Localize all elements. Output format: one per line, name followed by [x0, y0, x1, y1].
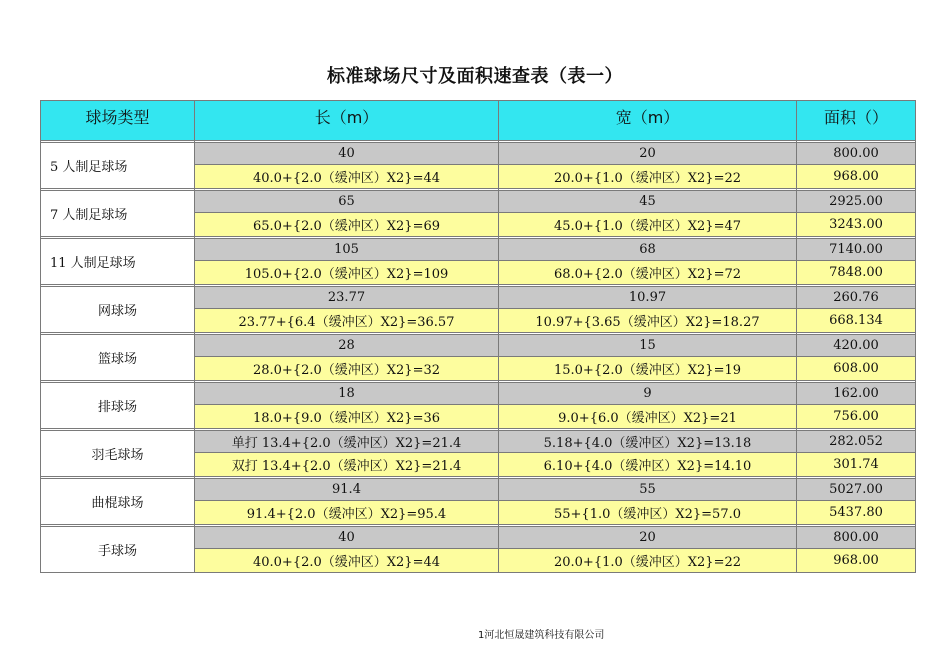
area-value-cell: 260.76 — [797, 287, 916, 309]
area-buffer-cell: 301.74 — [797, 453, 916, 477]
header-court-type: 球场类型 — [41, 101, 195, 141]
table-row — [41, 191, 916, 213]
length-buffer-cell: 40.0+{2.0（缓冲区）X2}=44 — [195, 549, 499, 573]
table-row — [41, 335, 916, 357]
area-value-cell: 420.00 — [797, 335, 916, 357]
width-value-cell: 9 — [499, 383, 797, 405]
width-value-cell: 5.18+{4.0（缓冲区）X2}=13.18 — [499, 431, 797, 453]
table-row — [41, 287, 916, 309]
length-value-cell: 单打 13.4+{2.0（缓冲区）X2}=21.4 — [195, 431, 499, 453]
width-value-cell: 20 — [499, 143, 797, 165]
area-buffer-cell: 756.00 — [797, 405, 916, 429]
width-buffer-cell: 10.97+{3.65（缓冲区）X2}=18.27 — [499, 309, 797, 333]
length-value-cell: 23.77 — [195, 287, 499, 309]
area-buffer-cell: 668.134 — [797, 309, 916, 333]
length-buffer-cell: 40.0+{2.0（缓冲区）X2}=44 — [195, 165, 499, 189]
length-value-cell: 18 — [195, 383, 499, 405]
width-value-cell: 10.97 — [499, 287, 797, 309]
width-buffer-cell: 55+{1.0（缓冲区）X2}=57.0 — [499, 501, 797, 525]
area-buffer-cell: 968.00 — [797, 549, 916, 573]
header-area: 面积（） — [797, 101, 916, 141]
table-row — [41, 383, 916, 405]
court-type-cell: 曲棍球场 — [41, 479, 195, 525]
court-type-cell: 排球场 — [41, 383, 195, 429]
area-buffer-cell: 5437.80 — [797, 501, 916, 525]
header-length: 长（m） — [195, 101, 499, 141]
court-type-cell: 篮球场 — [41, 335, 195, 381]
length-buffer-cell: 23.77+{6.4（缓冲区）X2}=36.57 — [195, 309, 499, 333]
length-value-cell: 40 — [195, 527, 499, 549]
area-value-cell: 5027.00 — [797, 479, 916, 501]
width-buffer-cell: 68.0+{2.0（缓冲区）X2}=72 — [499, 261, 797, 285]
length-buffer-cell: 18.0+{9.0（缓冲区）X2}=36 — [195, 405, 499, 429]
area-value-cell: 162.00 — [797, 383, 916, 405]
length-buffer-cell: 65.0+{2.0（缓冲区）X2}=69 — [195, 213, 499, 237]
area-buffer-cell: 3243.00 — [797, 213, 916, 237]
width-buffer-cell: 45.0+{1.0（缓冲区）X2}=47 — [499, 213, 797, 237]
table-header-row — [41, 101, 916, 141]
area-buffer-cell: 608.00 — [797, 357, 916, 381]
page-title: 标准球场尺寸及面积速查表（表一） — [327, 66, 623, 87]
length-value-cell: 91.4 — [195, 479, 499, 501]
length-value-cell: 65 — [195, 191, 499, 213]
area-buffer-cell: 7848.00 — [797, 261, 916, 285]
width-value-cell: 68 — [499, 239, 797, 261]
length-value-cell: 105 — [195, 239, 499, 261]
width-value-cell: 55 — [499, 479, 797, 501]
court-type-cell: 手球场 — [41, 527, 195, 573]
length-value-cell: 28 — [195, 335, 499, 357]
court-size-table — [40, 100, 916, 573]
width-value-cell: 20 — [499, 527, 797, 549]
width-buffer-cell: 9.0+{6.0（缓冲区）X2}=21 — [499, 405, 797, 429]
width-value-cell: 45 — [499, 191, 797, 213]
court-type-cell: 羽毛球场 — [41, 431, 195, 477]
court-type-cell: 7 人制足球场 — [41, 191, 195, 237]
table-row — [41, 143, 916, 165]
table-row — [41, 431, 916, 453]
width-buffer-cell: 6.10+{4.0（缓冲区）X2}=14.10 — [499, 453, 797, 477]
area-buffer-cell: 968.00 — [797, 165, 916, 189]
length-value-cell: 40 — [195, 143, 499, 165]
court-type-cell: 5 人制足球场 — [41, 143, 195, 189]
area-value-cell: 282.052 — [797, 431, 916, 453]
width-value-cell: 15 — [499, 335, 797, 357]
area-value-cell: 7140.00 — [797, 239, 916, 261]
area-value-cell: 800.00 — [797, 143, 916, 165]
width-buffer-cell: 20.0+{1.0（缓冲区）X2}=22 — [499, 165, 797, 189]
table-body — [41, 141, 916, 573]
court-type-cell: 网球场 — [41, 287, 195, 333]
length-buffer-cell: 双打 13.4+{2.0（缓冲区）X2}=21.4 — [195, 453, 499, 477]
width-buffer-cell: 15.0+{2.0（缓冲区）X2}=19 — [499, 357, 797, 381]
footer-company: 1河北恒晟建筑科技有限公司 — [478, 630, 605, 641]
area-value-cell: 800.00 — [797, 527, 916, 549]
court-type-cell: 11 人制足球场 — [41, 239, 195, 285]
header-width: 宽（m） — [499, 101, 797, 141]
table-row — [41, 527, 916, 549]
area-value-cell: 2925.00 — [797, 191, 916, 213]
table-row — [41, 479, 916, 501]
length-buffer-cell: 105.0+{2.0（缓冲区）X2}=109 — [195, 261, 499, 285]
width-buffer-cell: 20.0+{1.0（缓冲区）X2}=22 — [499, 549, 797, 573]
table-row — [41, 239, 916, 261]
length-buffer-cell: 91.4+{2.0（缓冲区）X2}=95.4 — [195, 501, 499, 525]
length-buffer-cell: 28.0+{2.0（缓冲区）X2}=32 — [195, 357, 499, 381]
